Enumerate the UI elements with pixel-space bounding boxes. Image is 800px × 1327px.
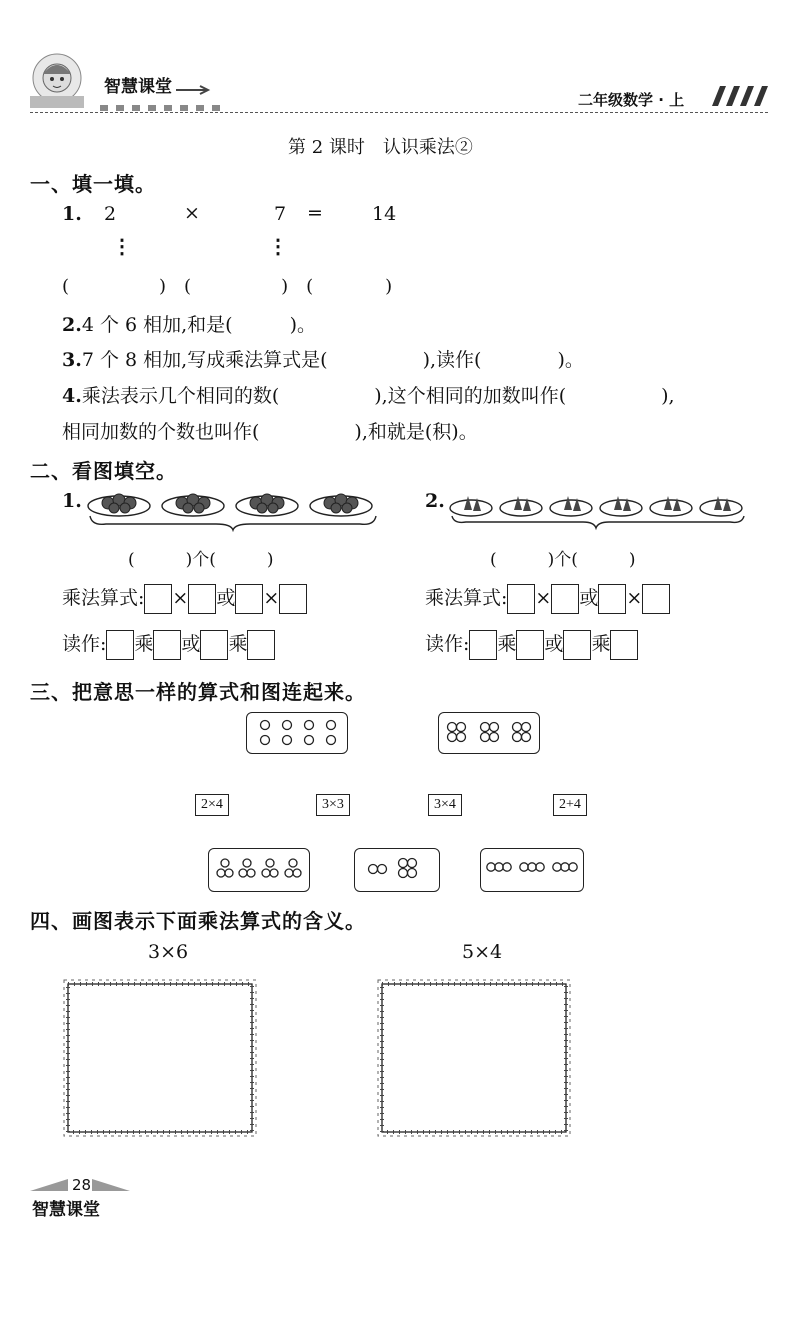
answer-box[interactable] <box>598 584 626 614</box>
expression-5x4: 5×4 <box>462 941 503 963</box>
q4-text-line2[interactable]: 相同加数的个数也叫作( ),和就是(积)。 <box>62 421 478 443</box>
expression-box[interactable]: 2+4 <box>553 794 587 816</box>
formula-label: 乘法算式: <box>425 587 508 609</box>
p2-read-row: 读作: 乘 或 乘 <box>425 629 638 660</box>
answer-box[interactable] <box>247 630 275 660</box>
q3: 3.7 个 8 相加,写成乘法算式是( ),读作( )。 <box>62 349 584 371</box>
header-stripes <box>712 86 768 112</box>
p1-read-row: 读作: 乘 或 乘 <box>62 629 275 660</box>
read-label: 读作: <box>425 633 470 655</box>
q1-factor-a: 2 <box>104 203 117 225</box>
header-brand: 智慧课堂 <box>104 77 172 97</box>
answer-box[interactable] <box>188 584 216 614</box>
circle-picture-2x4-grid[interactable] <box>246 712 348 754</box>
read-label: 读作: <box>62 633 107 655</box>
vertical-dots-icon: ⋮ <box>112 234 132 258</box>
pear-plates-image <box>448 490 748 536</box>
answer-box[interactable] <box>507 584 535 614</box>
expression-box[interactable]: 3×3 <box>316 794 350 816</box>
expression-box[interactable]: 3×4 <box>428 794 462 816</box>
answer-box[interactable] <box>235 584 263 614</box>
arrow-icon <box>176 80 212 99</box>
answer-box[interactable] <box>144 584 172 614</box>
q2-text[interactable]: 4 个 6 相加,和是( )。 <box>81 314 317 336</box>
footer-brand: 智慧课堂 <box>32 1200 100 1220</box>
answer-box[interactable] <box>279 584 307 614</box>
p2-formula-row: 乘法算式: × 或 × <box>425 583 670 614</box>
p1-blank[interactable]: ( )个( ) <box>128 550 274 570</box>
answer-box[interactable] <box>610 630 638 660</box>
q1-equals: = <box>307 202 323 224</box>
section3-title: 三、把意思一样的算式和图连起来。 <box>30 680 366 704</box>
q1-blanks[interactable]: ( ) ( ) ( ) <box>62 276 393 297</box>
p2-number: 2. <box>425 490 445 512</box>
p1-formula-row: 乘法算式: × 或 × <box>62 583 307 614</box>
circle-picture-3-groups-of-4[interactable] <box>438 712 540 754</box>
drawing-area-5x4[interactable] <box>376 978 572 1138</box>
p1-number: 1. <box>62 490 82 512</box>
expression-3x6: 3×6 <box>148 941 189 963</box>
circle-picture-4-groups-of-3[interactable] <box>208 848 310 892</box>
section2-title: 二、看图填空。 <box>30 459 177 483</box>
q4-text[interactable]: 乘法表示几个相同的数( ),这个相同的加数叫作( ), <box>81 385 675 407</box>
p2-blank[interactable]: ( )个( ) <box>490 550 636 570</box>
section4-title: 四、画图表示下面乘法算式的含义。 <box>30 909 366 933</box>
apple-plates-image <box>86 486 381 536</box>
vertical-dots-icon: ⋮ <box>268 234 288 258</box>
formula-label: 乘法算式: <box>62 587 145 609</box>
page-number: 28 <box>72 1176 92 1194</box>
answer-box[interactable] <box>551 584 579 614</box>
header-subject: 二年级数学 · 上 <box>578 91 685 109</box>
expression-box[interactable]: 2×4 <box>195 794 229 816</box>
answer-box[interactable] <box>200 630 228 660</box>
circle-picture-3-groups-of-3[interactable] <box>480 848 584 892</box>
q1-factor-b: 7 <box>274 203 287 225</box>
answer-box[interactable] <box>563 630 591 660</box>
q1-product: 14 <box>372 203 397 225</box>
drawing-area-3x6[interactable] <box>62 978 258 1138</box>
q4: 4.乘法表示几个相同的数( ),这个相同的加数叫作( ), <box>62 385 675 407</box>
q3-text[interactable]: 7 个 8 相加,写成乘法算式是( ),读作( )。 <box>81 349 584 371</box>
answer-box[interactable] <box>106 630 134 660</box>
mascot-logo <box>22 52 92 114</box>
answer-box[interactable] <box>516 630 544 660</box>
q1-number: 1. <box>62 203 82 225</box>
section1-title: 一、填一填。 <box>30 172 156 196</box>
circle-picture-2-and-4[interactable] <box>354 848 440 892</box>
answer-box[interactable] <box>153 630 181 660</box>
answer-box[interactable] <box>642 584 670 614</box>
lesson-title: 第 2 课时 认识乘法② <box>288 137 473 158</box>
q2: 2.4 个 6 相加,和是( )。 <box>62 314 317 336</box>
answer-box[interactable] <box>469 630 497 660</box>
q1-times: × <box>184 202 200 224</box>
header-divider <box>30 112 768 113</box>
header-dots <box>100 98 300 117</box>
